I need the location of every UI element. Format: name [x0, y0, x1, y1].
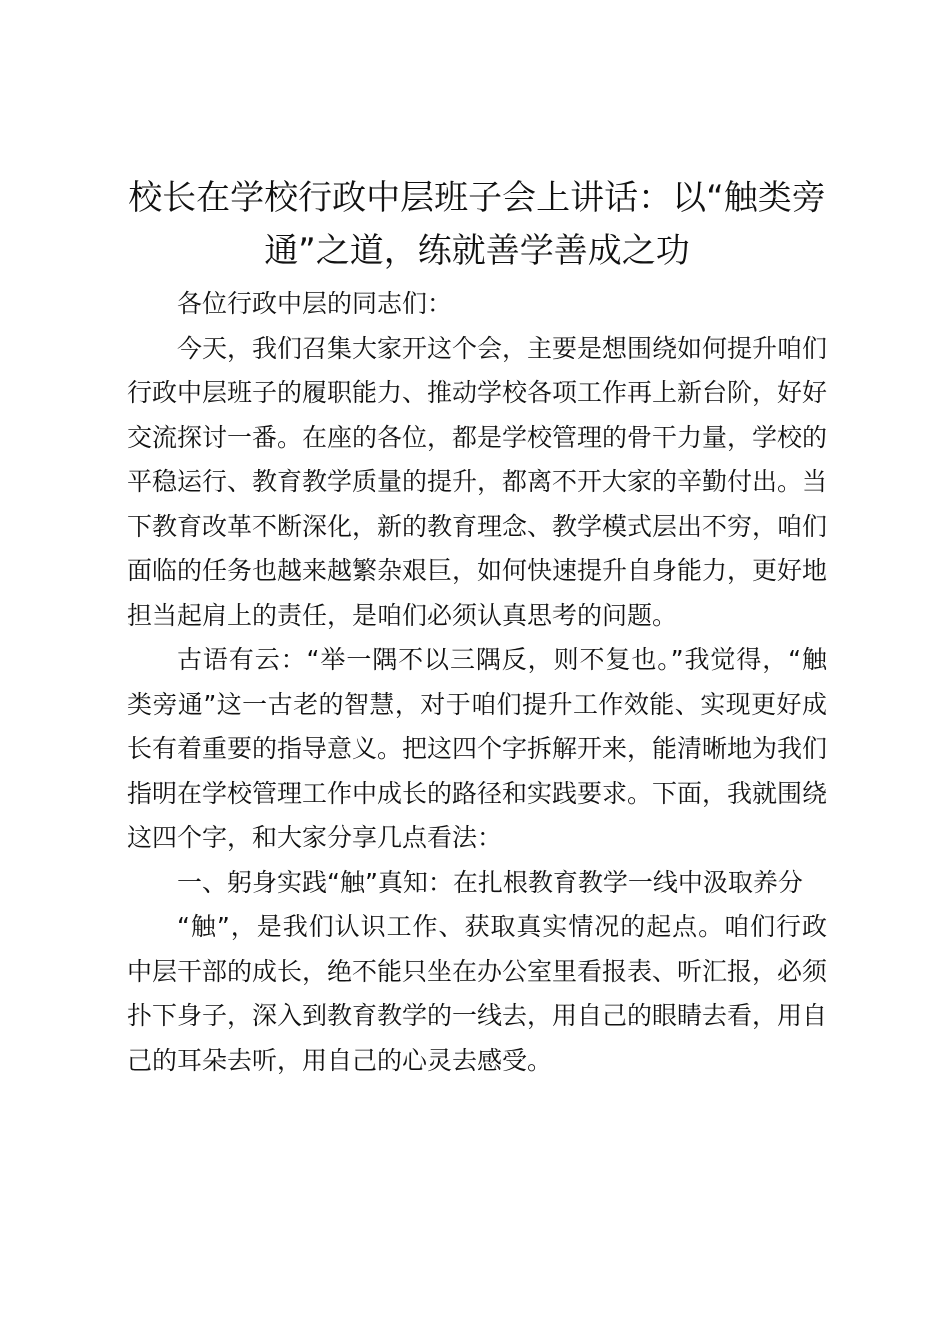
body-paragraph-1: 今天，我们召集大家开这个会，主要是想围绕如何提升咱们行政中层班子的履职能力、推动学校各项工作再上新台阶，好好交流探讨一番。在座的各位，都是学校管理的骨干力量，学校的平稳运行、教育教学质量的提升，都离不开大家的辛勤付出。当下教育改革不断深化，新的教育理念、教学模式层出不穷，咱们面临的任务也越来越繁杂艰巨，如何快速提升自身能力，更好地担当起肩上的责任，是咱们必须认真思考的问题。 — [127, 333, 828, 630]
section-paragraph-1: “触”，是我们认识工作、获取真实情况的起点。咱们行政中层干部的成长，绝不能只坐在办公室里看报表、听汇报，必须扑下身子，深入到教育教学的一线去，用自己的眼睛去看，用自己的耳朵去听，用自己的心灵去感受。 — [127, 912, 828, 1075]
salutation: 各位行政中层的同志们： — [177, 289, 453, 318]
section-heading-1: 一、躬身实践“触”真知：在扎根教育教学一线中汲取养分 — [177, 867, 803, 897]
document-title: 校长在学校行政中层班子会上讲话：以“触类旁通”之道，练就善学善成之功 — [128, 178, 826, 271]
document-page — [127, 172, 827, 1083]
body-paragraph-2: 古语有云：“举一隅不以三隅反，则不复也。”我觉得，“触类旁通”这一古老的智慧，对于咱们提升工作效能、实现更好成长有着重要的指导意义。把这四个字拆解开来，能清晰地为我们指明在学校管理工作中成长的路径和实践要求。下面，我就围绕这四个字，和大家分享几点看法： — [127, 645, 828, 852]
